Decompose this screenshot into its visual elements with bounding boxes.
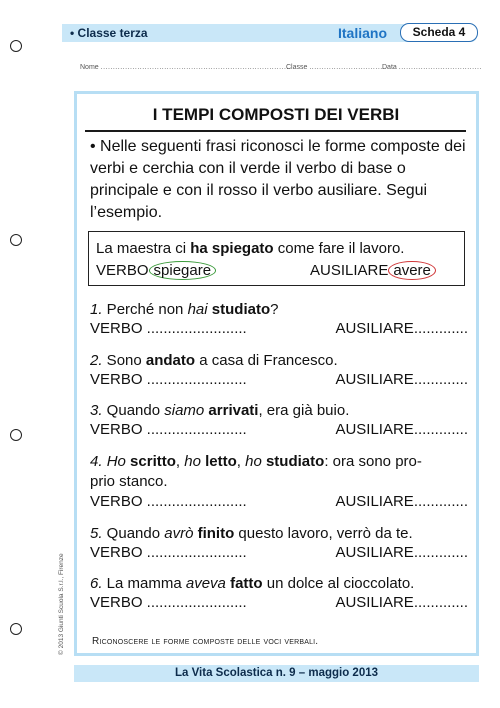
binder-hole: [10, 623, 22, 635]
example-verbo: VERBO spiegare: [96, 261, 216, 280]
example-sentence: La maestra ci ha spiegato come fare il lavoro.: [96, 240, 405, 257]
subject-label: Italiano: [338, 25, 388, 41]
exercise-item-3: 3. Quando siamo arrivati, era già buio.: [90, 402, 350, 419]
green-circle: spiegare: [149, 261, 217, 280]
date-field-label: Data: [382, 64, 397, 71]
ausiliare-blank[interactable]: AUSILIARE.............: [335, 320, 468, 337]
name-field-label: Nome: [80, 64, 99, 71]
title-divider: [85, 130, 466, 132]
verbo-blank[interactable]: VERBO ........................: [90, 320, 247, 337]
ausiliare-blank[interactable]: AUSILIARE.............: [335, 544, 468, 561]
exercise-item-5: 5. Quando avrò finito questo lavoro, verrò da te.: [90, 525, 413, 542]
verbo-blank[interactable]: VERBO ........................: [90, 421, 247, 438]
verbo-blank[interactable]: VERBO ........................: [90, 493, 247, 510]
ausiliare-blank[interactable]: AUSILIARE.............: [335, 371, 468, 388]
copyright-credit: © 2013 Giunti Scuola S.r.l., Firenze: [58, 553, 65, 655]
binder-hole: [10, 429, 22, 441]
worksheet-title: I TEMPI COMPOSTI DEI VERBI: [152, 105, 400, 124]
exercise-item-4: 4. Ho scritto, ho letto, ho studiato: ora sono pro- prio stanco.: [90, 453, 422, 490]
verbo-blank[interactable]: VERBO ........................: [90, 594, 247, 611]
class-field[interactable]: Classe ...............................: [286, 64, 386, 71]
exercise-item-6: 6. La mamma aveva fatto un dolce al cioccolato.: [90, 575, 415, 592]
verbo-blank[interactable]: VERBO ........................: [90, 371, 247, 388]
exercise-item-1: 1. Perché non hai studiato?: [90, 301, 279, 318]
red-circle: avere: [388, 261, 436, 280]
verbo-blank[interactable]: VERBO ........................: [90, 544, 247, 561]
class-label: • Classe terza: [70, 26, 148, 40]
example-ausiliare: AUSILIARE avere: [310, 261, 436, 280]
instructions: • Nelle seguenti frasi riconosci le forme composte dei verbi e cerchia con il verde il verbo di base o principale e con il rosso il verbo ausiliare. Segui l’esempio.: [90, 138, 466, 221]
date-field[interactable]: Data ..................................: [382, 64, 482, 71]
exercise-item-2: 2. Sono andato a casa di Francesco.: [90, 352, 338, 369]
ausiliare-blank[interactable]: AUSILIARE.............: [335, 421, 468, 438]
sheet-badge: Scheda 4: [400, 23, 478, 42]
ausiliare-blank[interactable]: AUSILIARE.............: [335, 493, 468, 510]
binder-hole: [10, 40, 22, 52]
objective-note: Riconoscere le forme composte delle voci verbali.: [92, 636, 319, 647]
ausiliare-blank[interactable]: AUSILIARE.............: [335, 594, 468, 611]
name-field[interactable]: Nome ..............................................................................: [80, 64, 292, 71]
binder-hole: [10, 234, 22, 246]
class-field-label: Classe: [286, 64, 308, 71]
footer-publication: La Vita Scolastica n. 9 – maggio 2013: [174, 667, 379, 679]
